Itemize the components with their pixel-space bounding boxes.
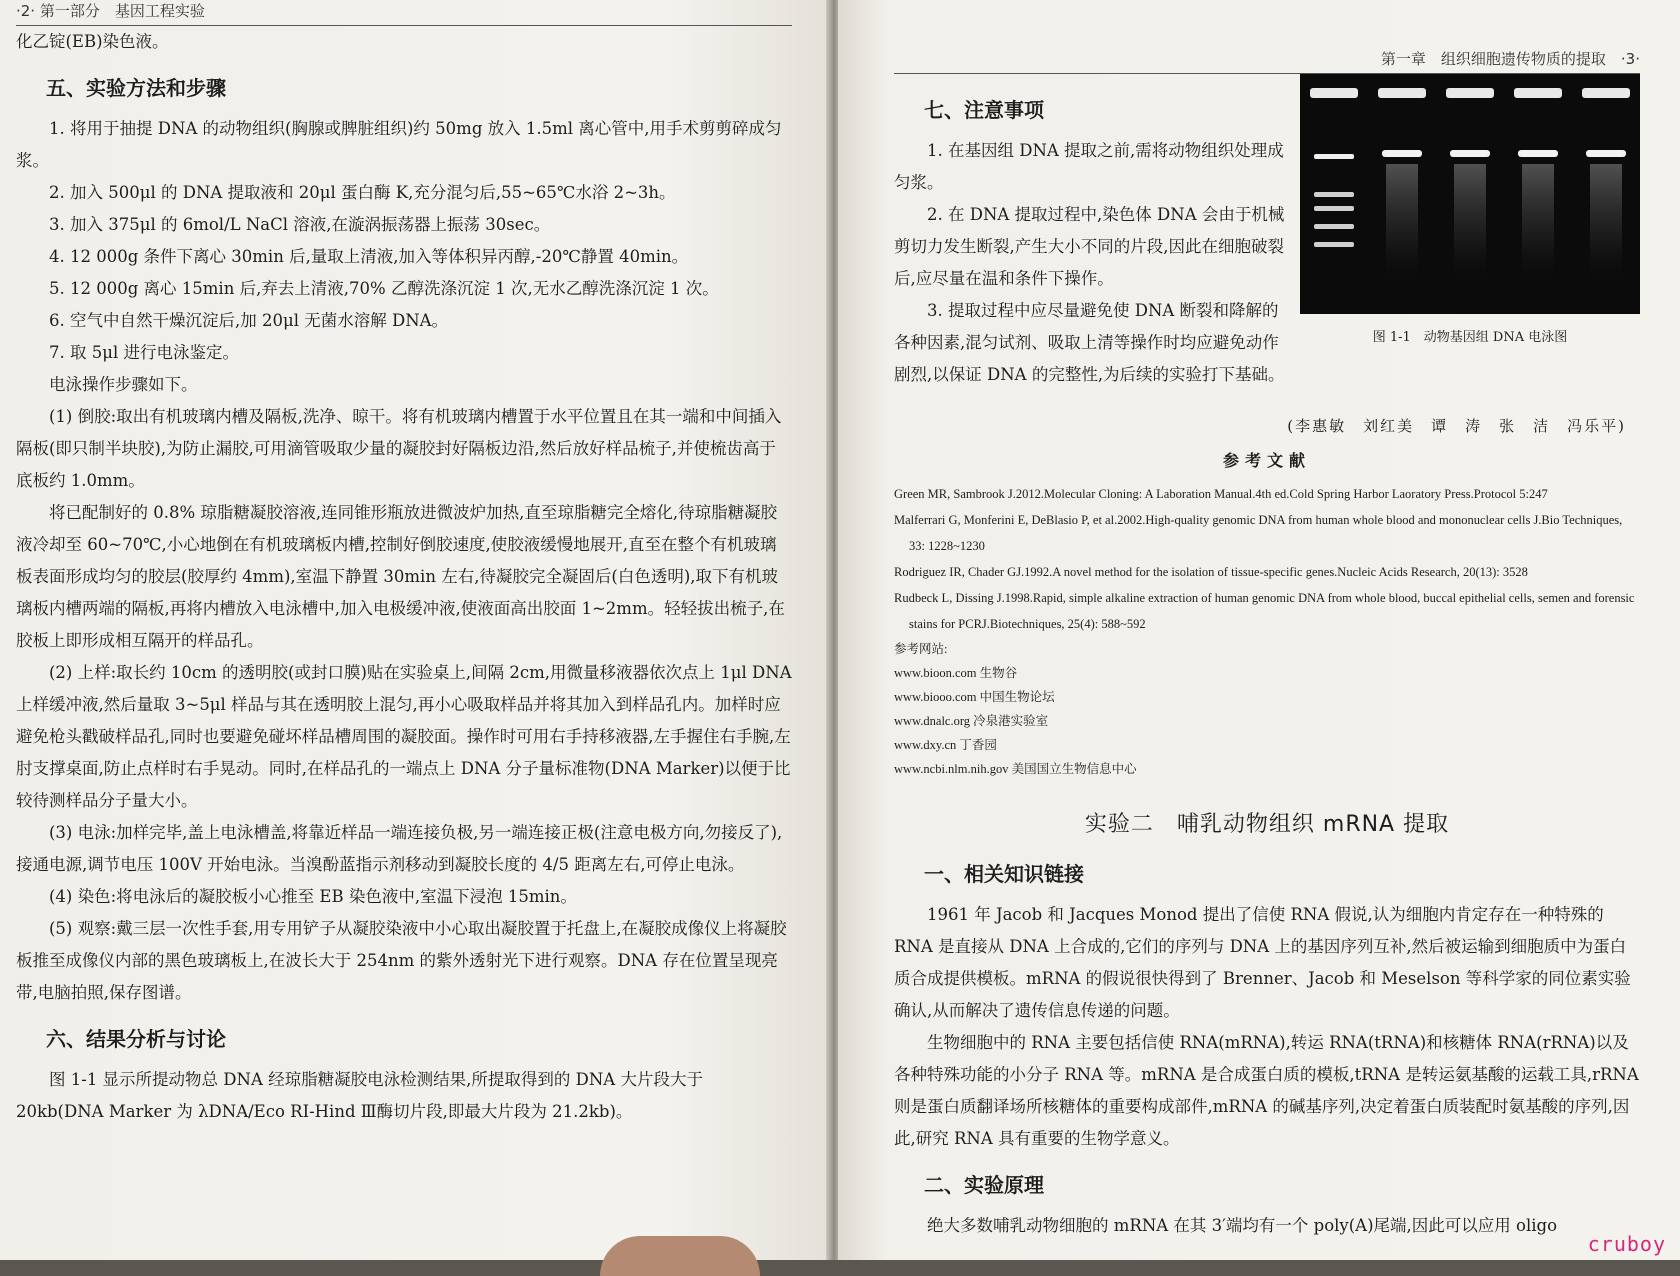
figure-caption: 图 1-1 动物基因组 DNA 电泳图 [1372,330,1568,345]
knowledge-paragraph-2: 生物细胞中的 RNA 主要包括信使 RNA(mRNA),转运 RNA(tRNA)和核糖体 RNA(rRNA)以及各种特殊功能的小分子 RNA 等。mRNA 是合成蛋白质的模板,tRNA 是转运氨基酸的运载工具,rRNA 则是蛋白质翻译场所核糖体的重要构成部件,mRNA 的碱基序列,决定着蛋白质装配时氨基酸的序列,因此,研究 RNA 具有重要的生物学意义。 [894,1033,1639,1148]
gel-well [1582,88,1630,98]
gel-lanes-graphic [1300,74,1640,314]
references-heading: 参考文献 [1222,451,1311,470]
section7-heading: 七、注意事项 [924,98,1044,122]
gel-well [1446,88,1494,98]
substep-agarose: 将已配制好的 0.8% 琼脂糖凝胶溶液,连同锥形瓶放进微波炉加热,直至琼脂糖完全熔化,待琼脂糖凝胶液冷却至 60~70℃,小心地倒在有机玻璃板内槽,控制好倒胶速度,使胶液缓慢地展开,直至在整个有机玻璃板表面形成均匀的胶层(胶厚约 4mm),室温下静置 30min 左右,待凝胶完全凝固后(白色透明),取下有机玻璃板内槽两端的隔板,再将内槽放入电泳槽中,加入电极缓冲液,使液面高出胶面 1~2mm。轻轻拔出梳子,在胶板上即形成相互隔开的样品孔。 [16,503,785,650]
marker-band [1314,206,1354,211]
genomic-dna-band [1586,150,1626,157]
marker-band [1314,224,1354,229]
electro-intro: 电泳操作步骤如下。 [49,375,198,394]
section5-heading: 五、实验方法和步骤 [46,76,226,100]
reference-item: Malferrari G, Monferini E, DeBlasio P, et al.2002.High-quality genomic DNA from human whole blood and mononuclear cells J.Bio Techniques, 33: 1228~1230 [894,513,1623,553]
note-3: 3. 提取过程中应尽量避免使 DNA 断裂和降解的各种因素,混匀试剂、吸取上清等操作时均应避免动作剧烈,以保证 DNA 的完整性,为后续的实验打下基础。 [894,301,1285,384]
genomic-dna-band [1450,150,1490,157]
marker-band [1314,192,1354,197]
left-running-head: ·2· 第一部分 基因工程实验 [16,0,792,26]
thumb-photo-artifact [600,1236,760,1276]
experiment2-title: 实验二 哺乳动物组织 mRNA 提取 [1084,812,1450,837]
website-item: www.dnalc.org 冷泉港实验室 [894,714,1049,728]
section6-heading: 六、结果分析与讨论 [46,1027,226,1051]
left-page [0,0,832,1260]
step-4: 4. 12 000g 条件下离心 30min 后,量取上清液,加入等体积异丙醇,-20℃静置 40min。 [49,247,689,266]
step-7: 7. 取 5μl 进行电泳鉴定。 [49,343,239,362]
gel-well [1378,88,1426,98]
section1-heading: 一、相关知识链接 [924,862,1084,886]
step-3: 3. 加入 375μl 的 6mol/L NaCl 溶液,在漩涡振荡器上振荡 30sec。 [49,215,551,234]
step-1: 1. 将用于抽提 DNA 的动物组织(胸腺或脾脏组织)约 50mg 放入 1.5ml 离心管中,用手术剪剪碎成匀浆。 [16,119,782,170]
step-5: 5. 12 000g 离心 15min 后,弃去上清液,70% 乙醇洗涤沉淀 1 次,无水乙醇洗涤沉淀 1 次。 [49,279,719,298]
authors: (李惠敏 刘红美 谭 涛 张 洁 冯乐平) [1287,417,1626,435]
marker-band [1314,242,1354,247]
watermark: cruboy [1587,1232,1666,1256]
website-item: www.biooo.com 中国生物论坛 [894,690,1055,704]
substep-electrophoresis: (3) 电泳:加样完毕,盖上电泳槽盖,将靠近样品一端连接负极,另一端连接正极(注意电极方向,勿接反了),接通电源,调节电压 100V 开始电泳。当溴酚蓝指示剂移动到凝胶长度的 4/5 距离左右,可停止电泳。 [16,823,783,874]
reference-item: Green MR, Sambrook J.2012.Molecular Cloning: A Laboration Manual.4th ed.Cold Spring Harbor Laoratory Press.Protocol 5:247 [894,487,1548,501]
gel-well [1514,88,1562,98]
note-1: 1. 在基因组 DNA 提取之前,需将动物组织处理成匀浆。 [894,141,1284,192]
websites-label: 参考网站: [894,642,948,656]
step-6: 6. 空气中自然干燥沉淀后,加 20μl 无菌水溶解 DNA。 [49,311,449,330]
marker-band [1314,154,1354,159]
reference-item: Rodriguez IR, Chader GJ.1992.A novel method for the isolation of tissue-specific genes.Nucleic Acids Research, 20(13): 3528 [894,565,1528,579]
right-running-head: 第一章 组织细胞遗传物质的提取 ·3· [894,48,1640,74]
genomic-dna-band [1518,150,1558,157]
website-item: www.ncbi.nlm.nih.gov 美国国立生物信息中心 [894,762,1137,776]
gel-electrophoresis-image [1300,74,1640,314]
right-page [838,0,1680,1260]
principle-text: 绝大多数哺乳动物细胞的 mRNA 在其 3′端均有一个 poly(A)尾端,因此可以应用 oligo [927,1216,1558,1235]
substep-observation: (5) 观察:戴三层一次性手套,用专用铲子从凝胶染液中小心取出凝胶置于托盘上,在凝胶成像仪上将凝胶板推至成像仪内部的黑色玻璃板上,在波长大于 254nm 的紫外透射光下进行观察。DNA 存在位置呈现亮带,电脑拍照,保存图谱。 [16,919,787,1002]
gel-well [1310,88,1358,98]
carry-over-line: 化乙锭(EB)染色液。 [16,32,169,51]
website-item: www.dxy.cn 丁香园 [894,738,997,752]
dna-smear [1590,164,1622,284]
figure-1-1 [1300,74,1640,348]
dna-smear [1522,164,1554,284]
genomic-dna-band [1382,150,1422,157]
section2-heading: 二、实验原理 [924,1173,1044,1197]
substep-pour-gel: (1) 倒胶:取出有机玻璃内槽及隔板,洗净、晾干。将有机玻璃内槽置于水平位置且在其一端和中间插入隔板(即只制半块胶),为防止漏胶,可用滴管吸取少量的凝胶封好隔板边沿,然后放好样品梳子,并使梳齿高于底板约 1.0mm。 [16,407,782,490]
substep-loading: (2) 上样:取长约 10cm 的透明胶(或封口膜)贴在实验桌上,间隔 2cm,用微量移液器依次点上 1μl DNA 上样缓冲液,然后量取 3~5μl 样品与其在透明胶上混匀,再小心吸取样品并将其加入到样品孔内。加样时应避免枪头戳破样品孔,同时也要避免碰坏样品槽周围的凝胶面。操作时可用右手持移液器,左手握住右手腕,左肘支撑桌面,防止点样时右手晃动。同时,在样品孔的一端点上 DNA 分子量标准物(DNA Marker)以便于比较待测样品分子量大小。 [16,663,792,810]
dna-smear [1386,164,1418,284]
website-item: www.bioon.com 生物谷 [894,666,1018,680]
note-2: 2. 在 DNA 提取过程中,染色体 DNA 会由于机械剪切力发生断裂,产生大小不同的片段,因此在细胞破裂后,应尽量在温和条件下操作。 [894,205,1285,288]
results-text: 图 1-1 显示所提动物总 DNA 经琼脂糖凝胶电泳检测结果,所提取得到的 DNA 大片段大于 20kb(DNA Marker 为 λDNA/Eco RI-Hind Ⅲ酶切片段,即最大片段为 21.2kb)。 [16,1070,703,1121]
step-2: 2. 加入 500μl 的 DNA 提取液和 20μl 蛋白酶 K,充分混匀后,55~65℃水浴 2~3h。 [49,183,676,202]
dna-smear [1454,164,1486,284]
substep-staining: (4) 染色:将电泳后的凝胶板小心推至 EB 染色液中,室温下浸泡 15min。 [49,887,577,906]
knowledge-paragraph-1: 1961 年 Jacob 和 Jacques Monod 提出了信使 RNA 假说,认为细胞内肯定存在一种特殊的 RNA 是直接从 DNA 上合成的,它们的序列与 DNA 上的基因序列互补,然后被运输到细胞质中为蛋白质合成提供模板。mRNA 的假说很快得到了 Brenner、Jacob 和 Meselson 等科学家的同位素实验确认,从而解决了遗传信息传递的问题。 [894,905,1631,1020]
reference-item: Rudbeck L, Dissing J.1998.Rapid, simple alkaline extraction of human genomic DNA from whole blood, buccal epithelial cells, semen and forensic stains for PCRJ.Biotechniques, 25(4): 588~592 [894,591,1635,631]
